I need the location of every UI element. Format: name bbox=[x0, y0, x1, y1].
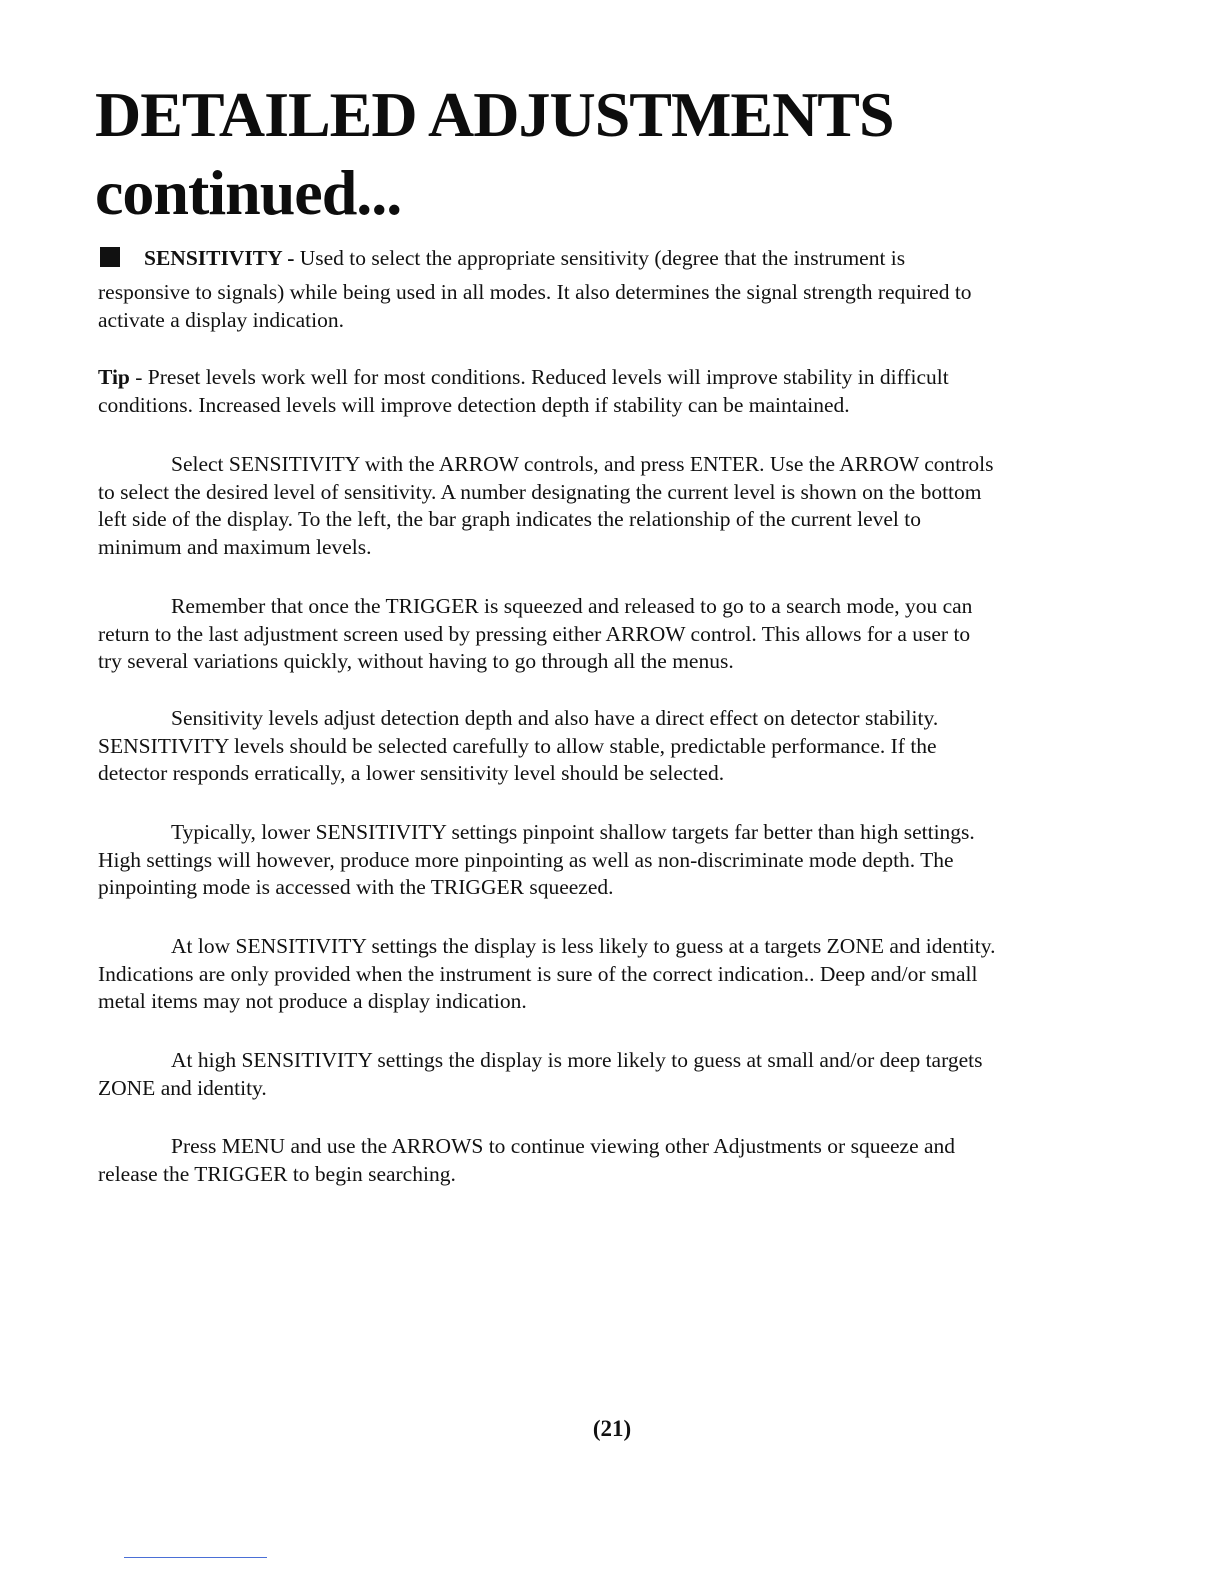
page-title bbox=[95, 76, 894, 232]
tip-line-2: conditions. Increased levels will improve detection depth if stability can be maintained. bbox=[98, 392, 850, 417]
paragraph-line: to select the desired level of sensitivity. A number designating the current level is shown on the bottom bbox=[98, 479, 982, 504]
paragraph-line: Typically, lower SENSITIVITY settings pinpoint shallow targets far better than high settings. bbox=[171, 820, 975, 844]
paragraph-line: release the TRIGGER to begin searching. bbox=[98, 1161, 456, 1186]
sensitivity-definition-line-2: responsive to signals) while being used in all modes. It also determines the signal strength required to bbox=[98, 280, 972, 304]
paragraph-line: return to the last adjustment screen used by pressing either ARROW control. This allows for a user to bbox=[98, 621, 971, 646]
sensitivity-term: SENSITIVITY - bbox=[144, 246, 300, 270]
tip-label: Tip bbox=[98, 365, 130, 389]
paragraph-line: minimum and maximum levels. bbox=[98, 534, 372, 559]
paragraph-high-sensitivity bbox=[98, 1047, 1108, 1102]
paragraph-line: Remember that once the TRIGGER is squeezed and released to go to a search mode, you can bbox=[171, 594, 973, 618]
paragraph-press-menu bbox=[98, 1133, 1108, 1188]
square-bullet-icon bbox=[100, 247, 120, 267]
sensitivity-definition-line-1: Used to select the appropriate sensitivity (degree that the instrument is bbox=[299, 246, 906, 270]
sensitivity-definition-line-3: activate a display indication. bbox=[98, 307, 344, 332]
sensitivity-heading bbox=[100, 244, 1100, 273]
paragraph-line: try several variations quickly, without having to go through all the menus. bbox=[98, 649, 734, 673]
paragraph-select-sensitivity bbox=[98, 451, 1108, 561]
page-number: (21) bbox=[592, 1416, 632, 1441]
title-line-1: DETAILED ADJUSTMENTS bbox=[95, 79, 894, 150]
sensitivity-definition bbox=[98, 279, 1108, 334]
paragraph-remember-trigger bbox=[98, 593, 1108, 676]
paragraph-line: pinpointing mode is accessed with the TRIGGER squeezed. bbox=[98, 875, 614, 899]
paragraph-low-sensitivity bbox=[98, 933, 1108, 1016]
title-line-2: continued... bbox=[95, 157, 402, 228]
paragraph-line: left side of the display. To the left, the bar graph indicates the relationship of the current level to bbox=[98, 507, 921, 531]
footer-rule bbox=[124, 1557, 267, 1558]
paragraph-line: detector responds erratically, a lower sensitivity level should be selected. bbox=[98, 761, 725, 785]
paragraph-line: Press MENU and use the ARROWS to continue viewing other Adjustments or squeeze and bbox=[171, 1134, 956, 1158]
paragraph-line: Select SENSITIVITY with the ARROW controls, and press ENTER. Use the ARROW controls bbox=[171, 452, 994, 476]
paragraph-typically-lower bbox=[98, 819, 1108, 902]
paragraph-line: metal items may not produce a display indication. bbox=[98, 989, 527, 1013]
tip-line-1: - Preset levels work well for most conditions. Reduced levels will improve stability in difficult bbox=[129, 365, 949, 389]
paragraph-line: Indications are only provided when the instrument is sure of the correct indication.. Deep and/or small bbox=[98, 961, 978, 986]
paragraph-line: High settings will however, produce more pinpointing as well as non-discriminate mode depth. The bbox=[98, 847, 954, 872]
paragraph-line: Sensitivity levels adjust detection depth and also have a direct effect on detector stability. bbox=[171, 706, 939, 730]
paragraph-sensitivity-levels bbox=[98, 705, 1108, 788]
paragraph-line: ZONE and identity. bbox=[98, 1075, 267, 1100]
paragraph-line: SENSITIVITY levels should be selected carefully to allow stable, predictable performance. If the bbox=[98, 733, 937, 758]
paragraph-line: At low SENSITIVITY settings the display is less likely to guess at a targets ZONE and identity. bbox=[171, 934, 996, 958]
tip-paragraph bbox=[98, 364, 1108, 419]
paragraph-line: At high SENSITIVITY settings the display is more likely to guess at small and/or deep targets bbox=[171, 1048, 983, 1072]
